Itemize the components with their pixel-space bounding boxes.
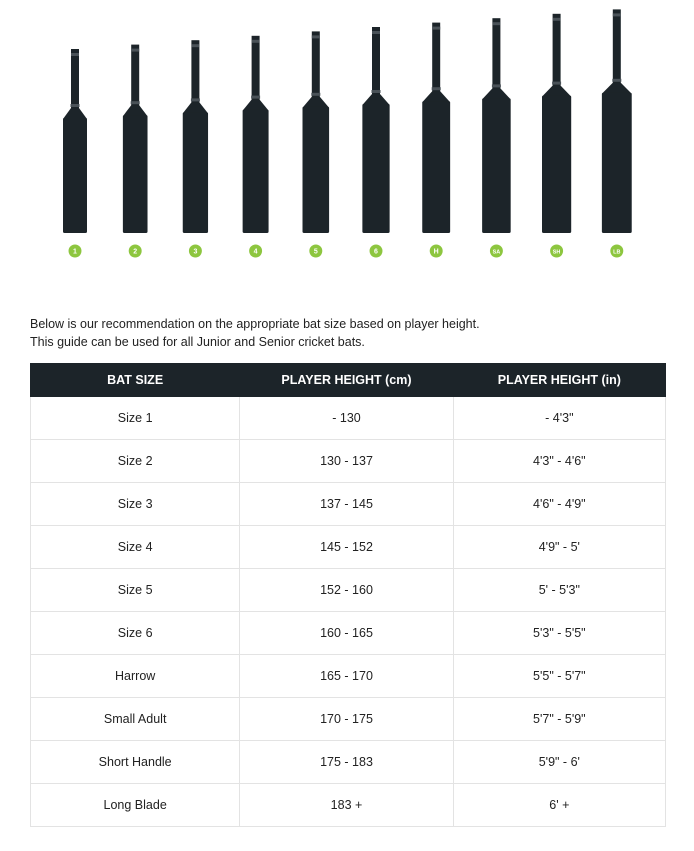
bat-grip-band <box>191 98 200 101</box>
height-in-cell: 5'3" - 5'5" <box>453 612 665 655</box>
bat-splice <box>303 97 330 108</box>
bat-grip-band <box>71 104 80 107</box>
bat-10 <box>602 9 632 257</box>
intro-text <box>30 315 670 351</box>
height-in-cell: 6' + <box>453 784 665 827</box>
intro-line-1: Below is our recommendation on the appropriate bat size based on player height. <box>30 317 480 331</box>
height-cm-cell: - 130 <box>240 397 453 440</box>
height-cm-cell: 165 - 170 <box>240 655 453 698</box>
bat-splice <box>123 105 148 116</box>
bat-size-cell: Size 4 <box>31 526 240 569</box>
bat-splice <box>482 88 511 99</box>
table-row <box>31 698 666 741</box>
bat-blade <box>183 112 208 233</box>
height-in-cell: 5'9" - 6' <box>453 741 665 784</box>
height-cm-cell: 152 - 160 <box>240 569 453 612</box>
table-row <box>31 612 666 655</box>
bat-splice <box>602 83 632 94</box>
bat-handle <box>131 45 139 116</box>
bat-grip-band <box>372 90 381 93</box>
bat-size-cell: Size 2 <box>31 440 240 483</box>
height-in-cell: - 4'3" <box>453 397 665 440</box>
bat-3 <box>183 40 208 257</box>
size-badge-label: 1 <box>73 248 77 256</box>
bat-grip-cap <box>131 49 139 52</box>
bat-size-cell: Size 3 <box>31 483 240 526</box>
height-cm-cell: 130 - 137 <box>240 440 453 483</box>
bat-grip-band <box>311 93 320 96</box>
table-row <box>31 397 666 440</box>
height-cm-cell: 160 - 165 <box>240 612 453 655</box>
table-body <box>31 397 666 827</box>
table-header-row <box>31 364 666 397</box>
bat-grip-band <box>612 79 621 82</box>
height-in-cell: 4'3" - 4'6" <box>453 440 665 483</box>
bat-splice <box>63 108 87 119</box>
bat-splice <box>542 86 571 97</box>
bat-handle <box>71 49 79 118</box>
intro-line-2: This guide can be used for all Junior and Senior cricket bats. <box>30 335 365 349</box>
size-badge-label: 5 <box>313 248 318 256</box>
height-in-cell: 5'7" - 5'9" <box>453 698 665 741</box>
table-header <box>31 364 666 397</box>
size-badge-label: H <box>433 248 439 256</box>
bat-size-cell: Size 6 <box>31 612 240 655</box>
bat-5 <box>303 31 330 257</box>
bat-size-cell: Harrow <box>31 655 240 698</box>
bat-blade <box>482 98 511 233</box>
table-row <box>31 741 666 784</box>
header-height-cm: PLAYER HEIGHT (cm) <box>240 364 453 397</box>
bat-grip-cap <box>71 53 79 56</box>
bat-blade <box>243 110 269 233</box>
height-cm-cell: 183 + <box>240 784 453 827</box>
height-cm-cell: 137 - 145 <box>240 483 453 526</box>
size-badge-label: 3 <box>193 248 198 256</box>
height-in-cell: 4'6" - 4'9" <box>453 483 665 526</box>
height-cm-cell: 170 - 175 <box>240 698 453 741</box>
header-bat-size: BAT SIZE <box>31 364 240 397</box>
bat-handle <box>191 40 199 112</box>
bat-grip-band <box>251 96 260 99</box>
bat-grip-band <box>492 84 501 87</box>
bat-grip-cap <box>432 27 440 30</box>
size-badge-label: 2 <box>133 248 138 256</box>
size-badge-label: 4 <box>253 248 258 256</box>
height-in-cell: 4'9" - 5' <box>453 526 665 569</box>
table-row <box>31 655 666 698</box>
size-badge-label: SA <box>492 249 501 256</box>
table-row <box>31 440 666 483</box>
bat-size-table <box>30 363 666 827</box>
bat-grip-cap <box>613 13 621 16</box>
bat-splice <box>183 102 208 113</box>
bat-splice <box>243 100 269 111</box>
bat-grip-band <box>432 87 441 90</box>
bat-2 <box>123 45 148 258</box>
bat-9 <box>542 14 571 258</box>
bat-size-cell: Long Blade <box>31 784 240 827</box>
bat-blade <box>123 115 148 233</box>
bat-1 <box>63 49 87 258</box>
height-in-cell: 5'5" - 5'7" <box>453 655 665 698</box>
size-badge-label: SH <box>552 249 561 256</box>
header-height-in: PLAYER HEIGHT (in) <box>453 364 665 397</box>
bat-grip-cap <box>372 31 380 34</box>
bat-size-cell: Short Handle <box>31 741 240 784</box>
table-row <box>31 483 666 526</box>
bat-blade <box>542 96 571 233</box>
bat-grip-band <box>131 101 140 104</box>
height-cm-cell: 145 - 152 <box>240 526 453 569</box>
bat-blade <box>602 93 632 233</box>
table-row <box>31 569 666 612</box>
bat-8 <box>482 18 511 257</box>
bat-size-illustration <box>0 0 694 270</box>
bat-grip-band <box>552 82 561 85</box>
bat-splice <box>422 91 450 102</box>
bats-svg <box>0 0 694 270</box>
table-row <box>31 784 666 827</box>
size-badge-label: 6 <box>374 248 378 256</box>
table-row <box>31 526 666 569</box>
size-badge-label: LB <box>613 249 621 256</box>
bat-blade <box>303 107 330 233</box>
bat-grip-cap <box>553 18 561 21</box>
bat-blade <box>362 104 389 233</box>
bat-blade <box>422 101 450 233</box>
height-in-cell: 5' - 5'3" <box>453 569 665 612</box>
bat-blade <box>63 118 87 233</box>
bat-grip-cap <box>312 35 320 38</box>
bat-grip-cap <box>252 40 260 43</box>
bat-6 <box>362 27 389 258</box>
bat-size-cell: Size 1 <box>31 397 240 440</box>
height-cm-cell: 175 - 183 <box>240 741 453 784</box>
bat-size-cell: Small Adult <box>31 698 240 741</box>
bat-4 <box>243 36 269 258</box>
bat-splice <box>362 94 389 105</box>
bat-7 <box>422 23 450 258</box>
bat-size-cell: Size 5 <box>31 569 240 612</box>
bat-grip-cap <box>191 44 199 47</box>
bat-grip-cap <box>492 22 500 25</box>
